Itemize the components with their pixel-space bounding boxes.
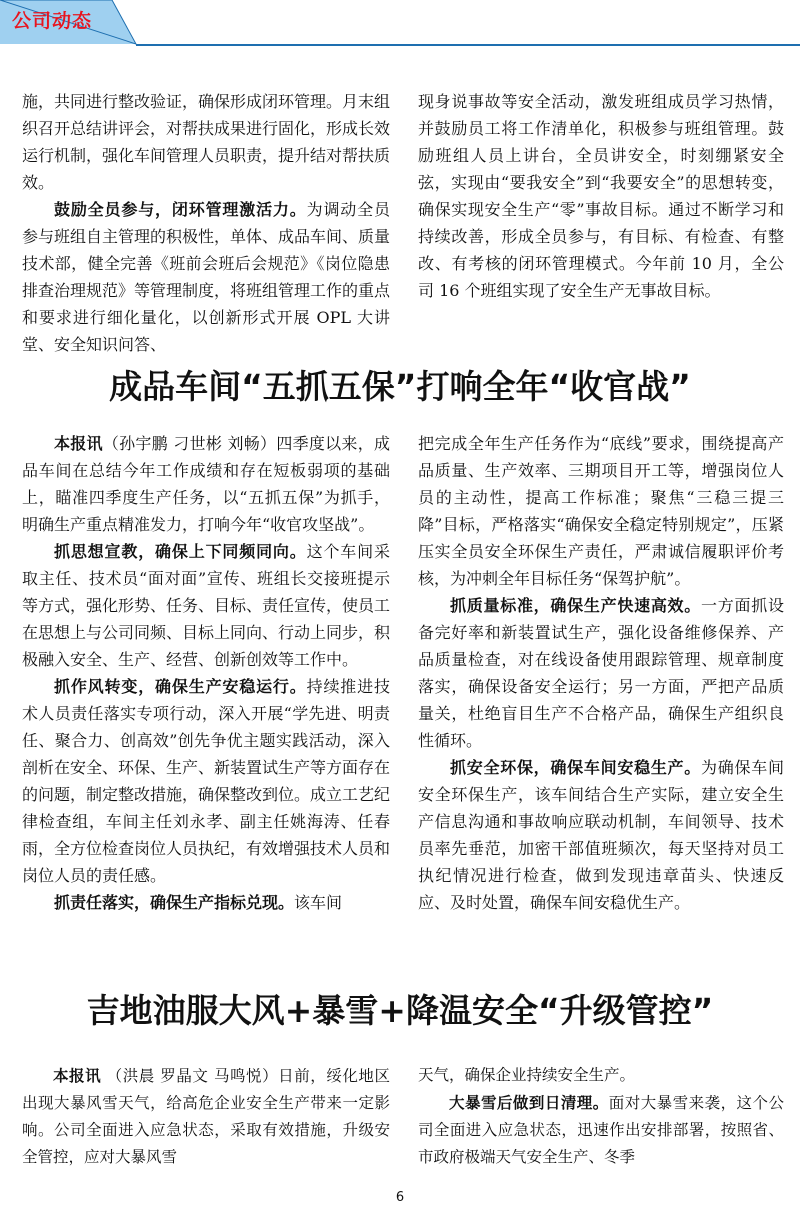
paragraph: [22, 889, 390, 916]
paragraph-text: 一方面抓设备完好率和新装置试生产，强化设备维修保养、产品质量检查，对在线设备使用跟踪管理、规章制度落实，确保设备安全运行；另一方面，严把产品质量关，杜绝盲目生产不合格产品，确保生产组织良性循环。: [418, 596, 784, 750]
paragraph-text: 面对大暴雪来袭，这个公司全面进入应急状态，迅速作出安排部署，按照省、市政府极端天气安全生产、冬季: [418, 1094, 784, 1166]
paragraph-lead: 抓质量标准，确保生产快速高效。: [450, 596, 702, 615]
header-bar: [0, 0, 800, 46]
paragraph: [22, 1062, 390, 1171]
paragraph-text: （孙宇鹏 刁世彬 刘畅）四季度以来，成品车间在总结今年工作成绩和存在短板弱项的基础上，瞄准四季度生产任务，以“五抓五保”为抓手，明确生产重点精准发力，打响今年“收官攻坚战”。: [22, 434, 390, 534]
section1-right-column: [418, 88, 784, 338]
paragraph: [22, 430, 390, 538]
paragraph-text: 为确保车间安全环保生产，该车间结合生产实际，建立安全生产信息沟通和事故响应联动机制，车间领导、技术员率先垂范，加密干部值班频次，每天坚持对员工执纪情况进行检查，做到发现违章苗头、快速反应、及时处置，确保车间安稳优生产。: [418, 758, 784, 912]
paragraph-lead: 抓安全环保，确保车间安稳生产。: [450, 758, 702, 777]
paragraph-text: 这个车间采取主任、技术员“面对面”宣传、班组长交接班提示等方式，强化形势、任务、目标、责任宣传，使员工在思想上与公司同频、目标上同向、行动上同步，积极融入安全、生产、经营、创新创效等工作中。: [22, 542, 391, 669]
paragraph-text: 天气，确保企业持续安全生产。: [418, 1066, 636, 1084]
paragraph: [418, 592, 784, 754]
paragraph-text: 把完成全年生产任务作为“底线”要求，围绕提高产品质量、生产效率、三期项目开工等，增强岗位人员的主动性，提高工作标准；聚焦“三稳三提三降”目标，严格落实“确保安全稳定特别规定”，压紧压实全员安全环保生产责任，严肃诚信履职评价考核，为冲刺全年目标任务“保驾护航”。: [418, 434, 784, 588]
paragraph-lead: 本报讯: [54, 434, 103, 453]
article1-right-column: [418, 430, 784, 970]
paragraph-lead: 大暴雪后做到日清理。: [449, 1093, 609, 1112]
paragraph: [418, 430, 784, 592]
page-number: 6: [395, 1190, 405, 1205]
article2-left-column: [22, 1062, 390, 1192]
header-badge-shape: [0, 0, 800, 46]
paragraph-lead: 抓思想宣教，确保上下同频同向。: [54, 542, 307, 561]
paragraph: [22, 538, 390, 673]
article1-headline: 成品车间“五抓五保”打响全年“收官战”: [109, 367, 691, 406]
paragraph: [418, 1089, 784, 1171]
section1-left-column: [22, 88, 391, 354]
paragraph: [418, 88, 784, 304]
paragraph-lead: 本报讯: [53, 1066, 102, 1085]
article1-left-column: [22, 430, 390, 970]
section-label: 公司动态: [12, 10, 93, 32]
paragraph: [22, 88, 390, 196]
paragraph-text: 为调动全员参与班组自主管理的积极性，单体、成品车间、质量技术部，健全完善《班前会班后会规范》《岗位隐患排查治理规范》等管理制度，将班组管理工作的重点和要求进行细化量化，以创新形式开展 OPL 大讲堂、安全知识问答、: [22, 200, 391, 354]
paragraph: [418, 1062, 784, 1089]
paragraph-text: 现身说事故等安全活动，激发班组成员学习热情，并鼓励员工将工作清单化，积极参与班组管理。鼓励班组人员上讲台，全员讲安全，时刻绷紧安全弦，实现由“要我安全”到“我要安全”的思想转变，确保实现安全生产“零”事故目标。通过不断学习和持续改善，形成全员参与，有目标、有检查、有整改、有考核的闭环管理模式。今年前 10 月，全公司 16 个班组实现了安全生产无事故目标。: [418, 92, 784, 300]
article2-headline: 吉地油服大风+暴雪+降温安全“升级管控”: [86, 991, 714, 1030]
paragraph-lead: 抓作风转变，确保生产安稳运行。: [54, 677, 307, 696]
header-rule: [136, 44, 800, 46]
paragraph: [22, 196, 390, 358]
paragraph-text: （洪晨 罗晶文 马鸣悦）日前，绥化地区出现大暴风雪天气，给高危企业安全生产带来一定影响。公司全面进入应急状态，采取有效措施，升级安全管控，应对大暴风雪: [22, 1067, 390, 1166]
paragraph-text: 施，共同进行整改验证，确保形成闭环管理。月末组织召开总结讲评会，对帮扶成果进行固化，形成长效运行机制，强化车间管理人员职责，提升结对帮扶质效。: [22, 92, 391, 192]
paragraph: [22, 673, 390, 889]
paragraph: [418, 754, 784, 916]
paragraph-text: 持续推进技术人员责任落实专项行动，深入开展“学先进、明责任、聚合力、创高效”创先争优主题实践活动，深入剖析在安全、环保、生产、新装置试生产等方面存在的问题，制定整改措施，确保整改到位。成立工艺纪律检查组，车间主任刘永孝、副主任姚海涛、任春雨，全方位检查岗位人员执纪，有效增强技术人员和岗位人员的责任感。: [22, 677, 391, 885]
paragraph-lead: 抓责任落实，确保生产指标兑现。: [54, 893, 295, 912]
paragraph-lead: 鼓励全员参与，闭环管理激活力。: [54, 200, 307, 219]
paragraph-text: 该车间: [294, 893, 343, 912]
article2-right-column: [418, 1062, 784, 1192]
